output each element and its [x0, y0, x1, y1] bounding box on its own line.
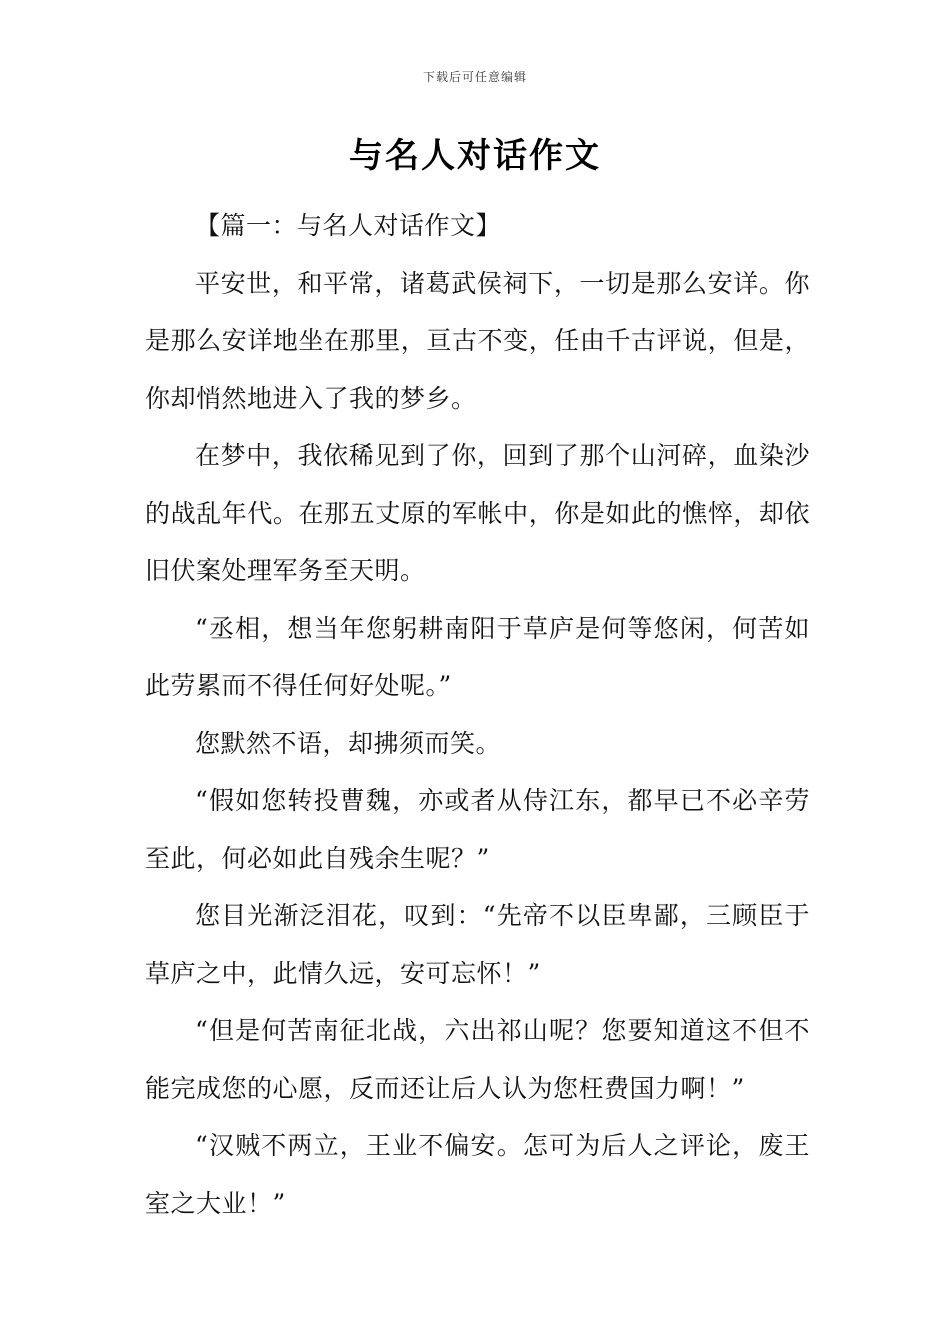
paragraph: 您默然不语，却拂须而笑。	[195, 728, 502, 758]
paragraph: 平安世，和平常，诸葛武侯祠下，一切是那么安详。你是那么安详地坐在那里，亘古不变，任由千古评说，但是，你却悄然地进入了我的梦乡。	[145, 268, 810, 413]
paragraph: “但是何苦南征北战，六出祁山呢？您要知道这不但不能完成您的心愿，反而还让后人认为您枉费国力啊！”	[145, 1016, 810, 1103]
document-body	[145, 197, 810, 1232]
header-note: 下载后可任意编辑	[422, 70, 527, 84]
paragraph: 在梦中，我依稀见到了你，回到了那个山河碎，血染沙的战乱年代。在那五丈原的军帐中，你是如此的憔悴，却依旧伏案处理军务至天明。	[145, 441, 810, 585]
paragraph: “假如您转投曹魏，亦或者从侍江东，都早已不必辛劳至此，何必如此自残余生呢？”	[145, 786, 810, 873]
paragraph: “汉贼不两立，王业不偏安。怎可为后人之评论，废王室之大业！”	[145, 1131, 810, 1218]
paragraph: “丞相，想当年您躬耕南阳于草庐是何等悠闲，何苦如此劳累而不得任何好处呢。”	[145, 613, 810, 700]
section-heading: 【篇一：与名人对话作文】	[195, 211, 502, 240]
paragraph: 您目光渐泛泪花，叹到：“先帝不以臣卑鄙，三顾臣于草庐之中，此情久远，安可忘怀！”	[145, 901, 810, 988]
document-title: 与名人对话作文	[349, 136, 601, 176]
